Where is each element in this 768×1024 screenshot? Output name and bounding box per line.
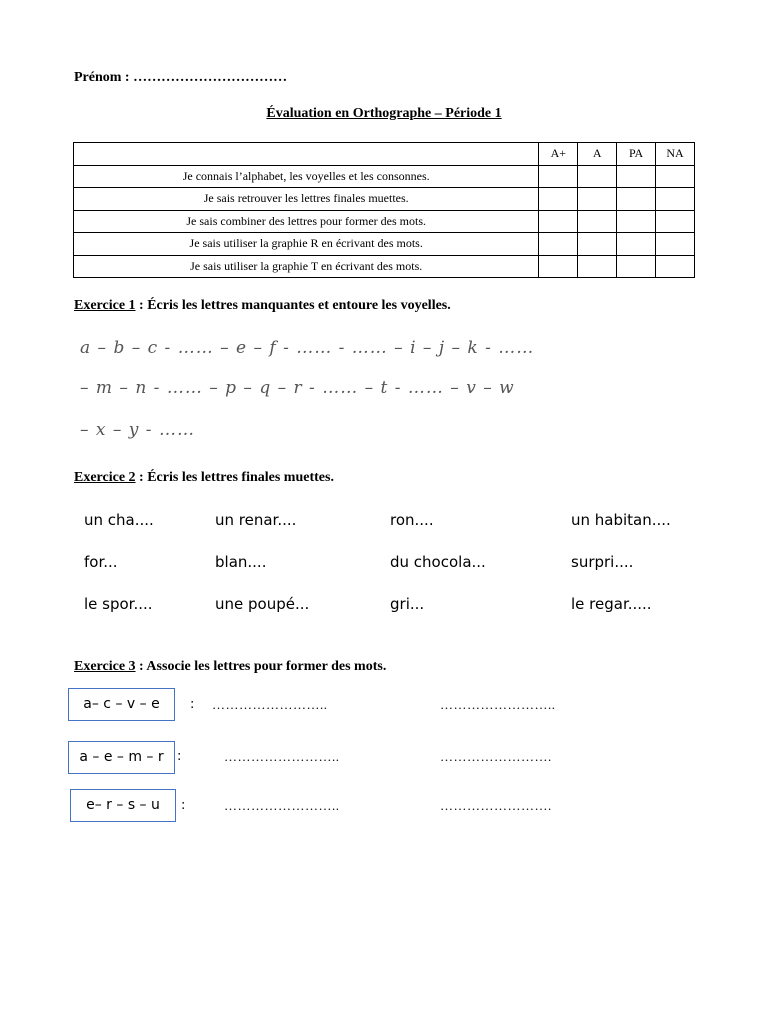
word-item: surpri.... xyxy=(571,553,634,571)
page-title: Évaluation en Orthographe – Période 1 xyxy=(266,106,502,121)
level-cell[interactable] xyxy=(656,188,695,211)
level-header: A xyxy=(578,143,617,166)
level-cell[interactable] xyxy=(656,165,695,188)
word-item: gri... xyxy=(390,595,425,613)
exercise1-title xyxy=(74,298,451,314)
colon: : xyxy=(177,749,182,764)
answer-line[interactable]: ……………………. xyxy=(440,749,552,764)
word-item: le regar..... xyxy=(571,595,652,613)
letter-box: a – e – m – r xyxy=(68,741,175,774)
word-item: un habitan.... xyxy=(571,511,671,529)
alphabet-line: a – b – c - …… – e – f - …… - …… – i – j – k - …… xyxy=(80,338,535,358)
level-cell[interactable] xyxy=(539,233,578,256)
level-cell[interactable] xyxy=(617,233,656,256)
exercise1-label: Exercice 1 xyxy=(74,298,136,313)
alphabet-line: – x – y - …… xyxy=(80,420,195,440)
prenom-field: Prénom : …………………………… xyxy=(74,70,288,85)
level-cell[interactable] xyxy=(617,188,656,211)
level-cell[interactable] xyxy=(578,188,617,211)
exercise2-instruction: : Écris les lettres finales muettes. xyxy=(135,470,334,485)
table-row xyxy=(74,188,695,211)
word-item: un renar.... xyxy=(215,511,297,529)
level-header: NA xyxy=(656,143,695,166)
exercise3-title xyxy=(74,659,386,675)
answer-line[interactable]: ……………………. xyxy=(440,798,552,813)
exercise3-instruction: : Associe les lettres pour former des mots. xyxy=(135,659,387,674)
word-item: blan.... xyxy=(215,553,267,571)
level-cell[interactable] xyxy=(578,233,617,256)
word-item: une poupé... xyxy=(215,595,310,613)
level-cell[interactable] xyxy=(539,255,578,278)
exercise1-instruction: : Écris les lettres manquantes et entoure les voyelles. xyxy=(135,298,451,313)
colon: : xyxy=(190,697,195,712)
word-item: du chocola... xyxy=(390,553,486,571)
table-row xyxy=(74,210,695,233)
evaluation-table xyxy=(73,142,695,278)
level-cell[interactable] xyxy=(656,210,695,233)
word-item: for... xyxy=(84,553,118,571)
level-cell[interactable] xyxy=(617,255,656,278)
word-item: le spor.... xyxy=(84,595,153,613)
level-cell[interactable] xyxy=(539,210,578,233)
level-cell[interactable] xyxy=(656,233,695,256)
exercise3-label: Exercice 3 xyxy=(74,659,136,674)
answer-line[interactable]: …………………….. xyxy=(212,697,328,712)
letter-box: a– c – v – e xyxy=(68,688,175,721)
colon: : xyxy=(181,798,186,813)
criterion-cell: Je sais utiliser la graphie T en écrivant des mots. xyxy=(74,255,539,278)
table-row xyxy=(74,255,695,278)
level-cell[interactable] xyxy=(617,210,656,233)
level-cell[interactable] xyxy=(539,188,578,211)
letter-box: e– r – s – u xyxy=(70,789,176,822)
level-header: A+ xyxy=(539,143,578,166)
table-row xyxy=(74,165,695,188)
table-header-empty xyxy=(74,143,539,166)
criterion-cell: Je connais l’alphabet, les voyelles et les consonnes. xyxy=(74,165,539,188)
level-cell[interactable] xyxy=(578,255,617,278)
answer-line[interactable]: …………………….. xyxy=(224,798,340,813)
level-cell[interactable] xyxy=(656,255,695,278)
level-cell[interactable] xyxy=(578,210,617,233)
word-item: ron.... xyxy=(390,511,434,529)
answer-line[interactable]: …………………….. xyxy=(440,697,556,712)
answer-line[interactable]: …………………….. xyxy=(224,749,340,764)
criterion-cell: Je sais utiliser la graphie R en écrivant des mots. xyxy=(74,233,539,256)
level-cell[interactable] xyxy=(539,165,578,188)
level-cell[interactable] xyxy=(617,165,656,188)
level-header: PA xyxy=(617,143,656,166)
criterion-cell: Je sais combiner des lettres pour former des mots. xyxy=(74,210,539,233)
exercise2-label: Exercice 2 xyxy=(74,470,136,485)
table-row xyxy=(74,233,695,256)
word-item: un cha.... xyxy=(84,511,154,529)
table-header-row xyxy=(74,143,695,166)
alphabet-line: – m – n - …… – p – q – r - …… – t - …… – v – w xyxy=(80,378,515,398)
exercise2-title xyxy=(74,470,334,486)
level-cell[interactable] xyxy=(578,165,617,188)
criterion-cell: Je sais retrouver les lettres finales muettes. xyxy=(74,188,539,211)
